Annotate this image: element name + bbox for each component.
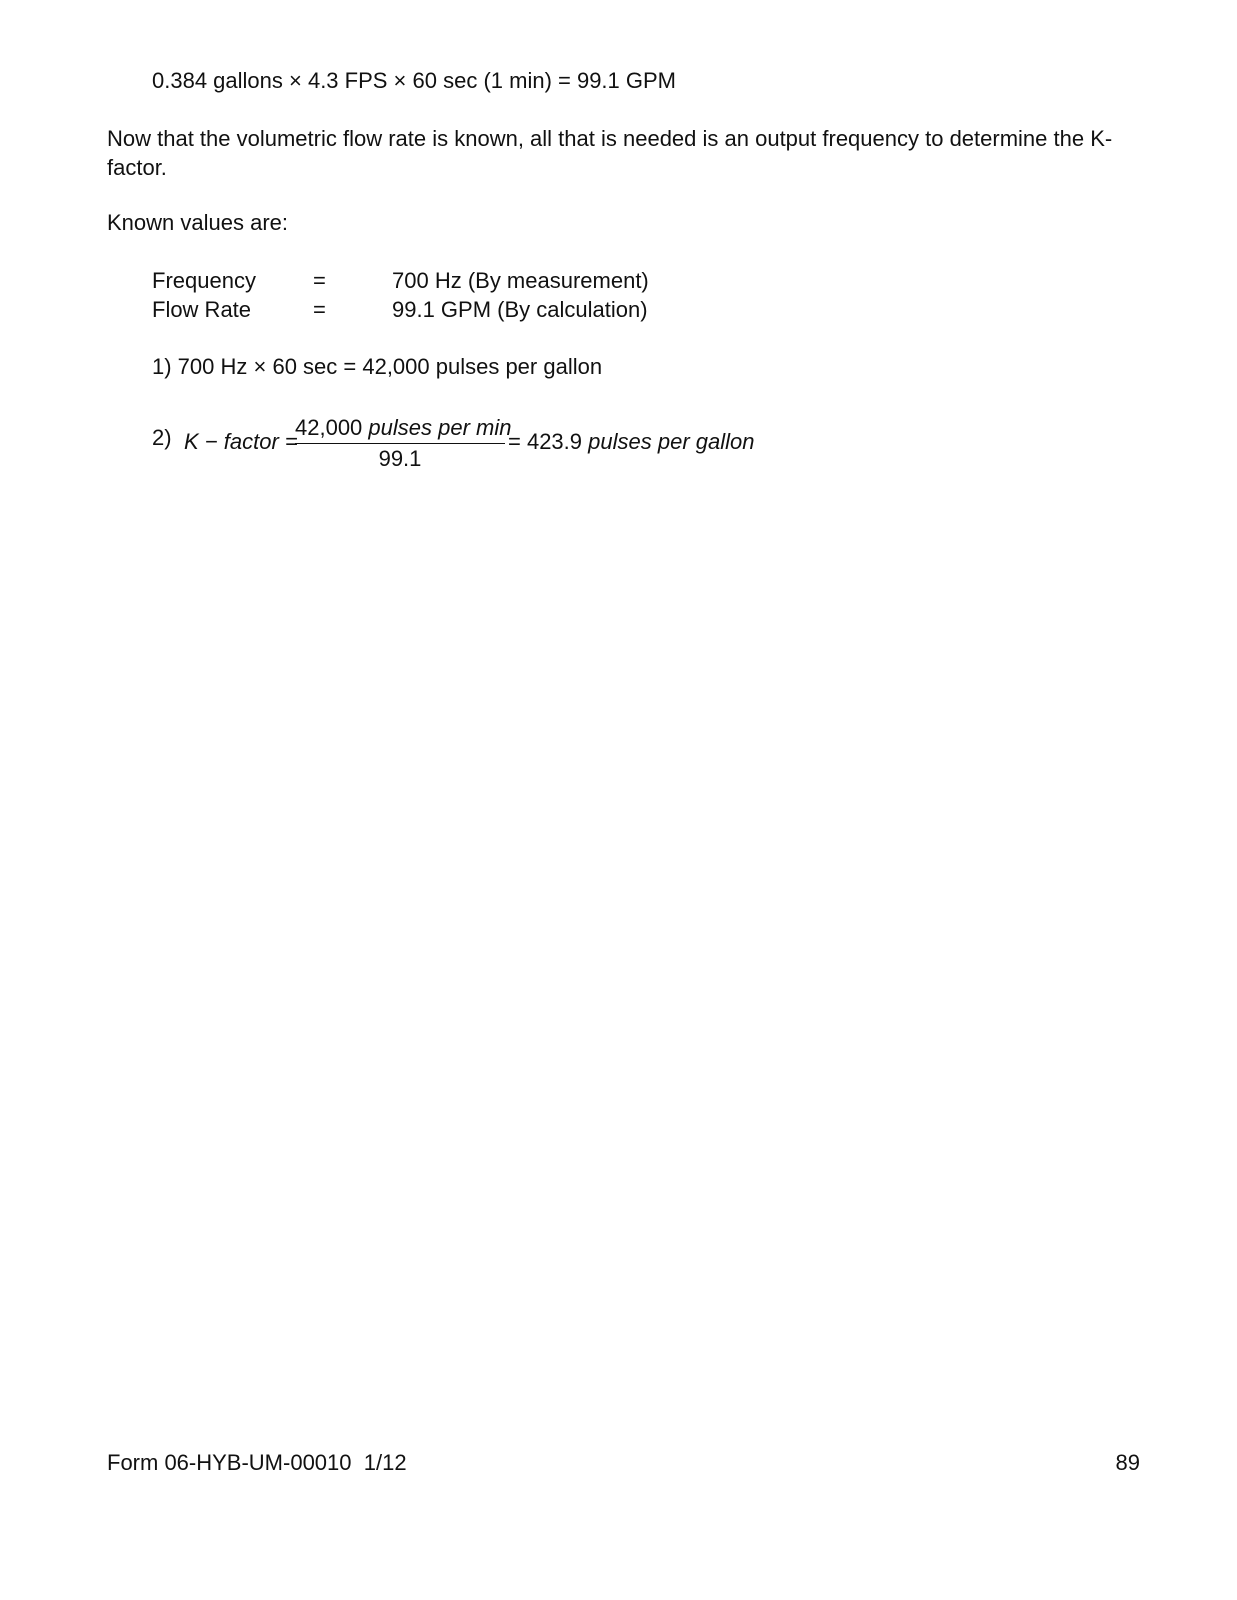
fraction — [295, 414, 512, 474]
known-value-label: Frequency — [152, 268, 256, 293]
footer-form-id: Form 06-HYB-UM-00010 1/12 — [107, 1450, 407, 1475]
numerator-units: pulses per min — [368, 415, 512, 440]
flow-rate-calculation: 0.384 gallons × 4.3 FPS × 60 sec (1 min) = 99.1 GPM — [152, 68, 677, 93]
equals-sign: = — [313, 268, 326, 293]
result-units: pulses per gallon — [588, 429, 755, 454]
step-2-number: 2) — [152, 425, 172, 450]
fraction-denominator: 99.1 — [378, 446, 422, 471]
known-value-label: Flow Rate — [152, 297, 252, 322]
known-values-heading: Known values are: — [107, 210, 288, 235]
k-factor-result — [508, 428, 754, 456]
known-value-value: 700 Hz (By measurement) — [392, 268, 649, 293]
k-factor-lhs: K − factor = — [184, 429, 298, 454]
numerator-value: 42,000 — [295, 415, 363, 440]
step-2-equation — [152, 414, 772, 478]
equals-sign: = — [313, 297, 326, 322]
page-number: 89 — [1115, 1450, 1140, 1475]
step-1-equation: 1) 700 Hz × 60 sec = 42,000 pulses per gallon — [152, 354, 603, 379]
known-value-value: 99.1 GPM (By calculation) — [392, 297, 648, 322]
result-value: = 423.9 — [508, 429, 583, 454]
intro-paragraph: Now that the volumetric flow rate is known, all that is needed is an output frequency to determine the K-factor. — [107, 126, 1113, 180]
fraction-numerator — [295, 414, 512, 444]
